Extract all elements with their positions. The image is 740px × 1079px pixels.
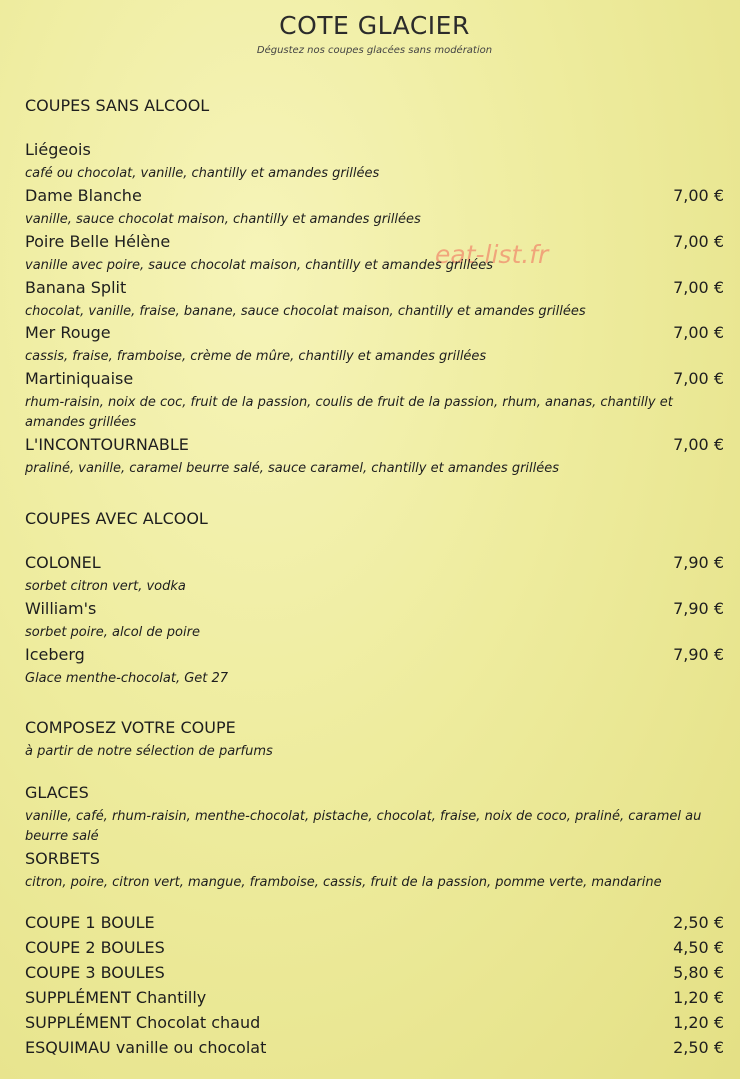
item-name: Mer Rouge bbox=[25, 323, 111, 342]
item-name: SUPPLÉMENT Chantilly bbox=[25, 988, 207, 1007]
menu-item bbox=[25, 553, 724, 575]
item-description: vanille avec poire, sauce chocolat maison, chantilly et amandes grillées bbox=[25, 258, 493, 273]
section-heading-glaces: GLACES bbox=[25, 783, 89, 802]
item-name: William's bbox=[25, 599, 97, 618]
menu-item bbox=[25, 232, 724, 254]
price-row bbox=[25, 913, 724, 935]
flavor-list-glaces: vanille, café, rhum-raisin, menthe-chocolat, pistache, chocolat, fraise, noix de coco, praliné, caramel au beurre salé bbox=[25, 809, 702, 844]
item-description: sorbet poire, alcol de poire bbox=[25, 625, 200, 640]
section-heading-avec-alcool: COUPES AVEC ALCOOL bbox=[25, 509, 208, 528]
item-name: COUPE 3 BOULES bbox=[25, 963, 165, 982]
section-heading-sans-alcool: COUPES SANS ALCOOL bbox=[25, 96, 210, 115]
item-description: vanille, sauce chocolat maison, chantilly et amandes grillées bbox=[25, 212, 421, 227]
item-description: rhum-raisin, noix de coc, fruit de la passion, coulis de fruit de la passion, rhum, ananas, chantilly et amandes grillées bbox=[25, 395, 673, 430]
price-row bbox=[25, 963, 724, 985]
item-price: 4,50 € bbox=[673, 938, 724, 957]
item-price: 5,80 € bbox=[673, 963, 724, 982]
item-price: 2,50 € bbox=[673, 913, 724, 932]
item-name: COLONEL bbox=[25, 553, 101, 572]
price-row bbox=[25, 988, 724, 1010]
menu-item bbox=[25, 645, 724, 667]
item-name: Iceberg bbox=[25, 645, 85, 664]
price-row bbox=[25, 1013, 724, 1035]
item-name: Banana Split bbox=[25, 278, 127, 297]
item-price: 7,00 € bbox=[673, 435, 724, 454]
item-price: 7,00 € bbox=[673, 323, 724, 342]
menu-item bbox=[25, 435, 724, 457]
item-price: 7,00 € bbox=[673, 369, 724, 388]
item-name: Liégeois bbox=[25, 140, 91, 159]
item-name: ESQUIMAU vanille ou chocolat bbox=[25, 1038, 267, 1057]
flavor-list-sorbets: citron, poire, citron vert, mangue, framboise, cassis, fruit de la passion, pomme verte, mandarine bbox=[25, 875, 662, 890]
item-description: praliné, vanille, caramel beurre salé, sauce caramel, chantilly et amandes grillées bbox=[25, 461, 560, 476]
price-row bbox=[25, 938, 724, 960]
menu-item bbox=[25, 323, 724, 345]
item-description: Glace menthe-chocolat, Get 27 bbox=[25, 671, 229, 686]
page-subtitle: Dégustez nos coupes glacées sans modération bbox=[256, 45, 493, 56]
section-heading-composez: COMPOSEZ VOTRE COUPE bbox=[25, 718, 236, 737]
item-name: Martiniquaise bbox=[25, 369, 134, 388]
price-row bbox=[25, 1038, 724, 1060]
item-name: Dame Blanche bbox=[25, 186, 142, 205]
menu-item bbox=[25, 186, 724, 208]
item-name: COUPE 1 BOULE bbox=[25, 913, 155, 932]
item-price: 1,20 € bbox=[673, 988, 724, 1007]
item-price: 1,20 € bbox=[673, 1013, 724, 1032]
page-title: COTE GLACIER bbox=[279, 11, 470, 40]
watermark-text: eat-list.fr bbox=[435, 240, 549, 269]
item-price: 7,00 € bbox=[673, 278, 724, 297]
item-price: 7,90 € bbox=[673, 645, 724, 664]
menu-item bbox=[25, 599, 724, 621]
item-name: Poire Belle Hélène bbox=[25, 232, 171, 251]
menu-item bbox=[25, 278, 724, 300]
section-description: à partir de notre sélection de parfums bbox=[25, 744, 273, 759]
item-description: chocolat, vanille, fraise, banane, sauce chocolat maison, chantilly et amandes grillées bbox=[25, 304, 586, 319]
item-name: COUPE 2 BOULES bbox=[25, 938, 165, 957]
item-description: café ou chocolat, vanille, chantilly et amandes grillées bbox=[25, 166, 380, 181]
item-name: L'INCONTOURNABLE bbox=[25, 435, 189, 454]
item-price: 7,00 € bbox=[673, 232, 724, 251]
menu-item bbox=[25, 369, 724, 391]
item-price: 7,90 € bbox=[673, 553, 724, 572]
item-price: 7,90 € bbox=[673, 599, 724, 618]
item-description: cassis, fraise, framboise, crème de mûre, chantilly et amandes grillées bbox=[25, 349, 487, 364]
item-name: SUPPLÉMENT Chocolat chaud bbox=[25, 1013, 261, 1032]
item-price: 7,00 € bbox=[673, 186, 724, 205]
item-description: sorbet citron vert, vodka bbox=[25, 579, 186, 594]
item-price: 2,50 € bbox=[673, 1038, 724, 1057]
section-heading-sorbets: SORBETS bbox=[25, 849, 100, 868]
